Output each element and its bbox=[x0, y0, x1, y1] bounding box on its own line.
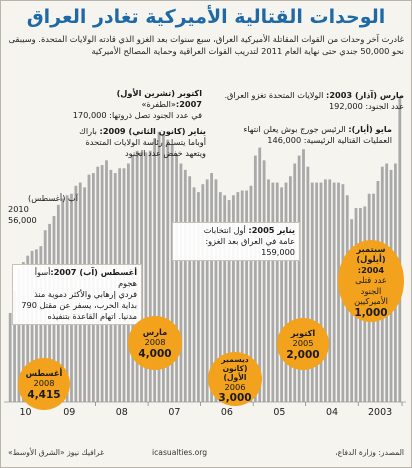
circle-label: ديسمبر (كانون الأول) bbox=[221, 354, 249, 382]
bar-2005-06 bbox=[280, 187, 283, 402]
page-title: الوحدات القتالية الأميركية تغادر العراق bbox=[26, 6, 386, 28]
annotation-invasion-text: الولايات المتحدة تغزو العراق. bbox=[224, 90, 324, 100]
x-tick-label-2009: 09 bbox=[63, 407, 76, 418]
bar-2005-04 bbox=[289, 176, 292, 402]
annotation-mission-head: مايو (أيار): bbox=[348, 124, 392, 134]
annotation-obama-line2: أوباما يتسلم رئاسة الولايات المتحدة bbox=[85, 137, 206, 147]
annotation-obama-head: يناير (كانون الثاني) 2009: bbox=[99, 126, 206, 136]
circle-year: 2008 bbox=[33, 378, 55, 389]
fatality-circle-aug2008 bbox=[18, 358, 70, 410]
annotation-elections-head: يناير 2005: bbox=[248, 225, 295, 235]
annotation-surge-peak bbox=[72, 88, 202, 121]
bar-2005-07 bbox=[276, 183, 279, 402]
annotation-mission bbox=[202, 124, 392, 146]
annotation-obama-text: باراك bbox=[79, 126, 97, 136]
bar-2005-08 bbox=[271, 183, 274, 402]
circle-label: اكتوبر bbox=[290, 327, 316, 338]
fatality-circle-dec2006 bbox=[208, 352, 262, 406]
x-tick-label-2005: 05 bbox=[273, 407, 286, 418]
circle-value: 2,000 bbox=[286, 348, 320, 361]
x-tick-label-2004: 04 bbox=[325, 407, 339, 418]
bar-2007-04 bbox=[184, 170, 187, 402]
annotation-invasion-line2: عدد الجنود: 192,000 bbox=[328, 101, 404, 111]
annotation-obama bbox=[66, 126, 206, 159]
bar-2004-09 bbox=[320, 183, 323, 402]
bar-2004-10 bbox=[315, 183, 318, 402]
annotation-aug2010-line3: 56,000 bbox=[8, 215, 37, 225]
circle-value: 4,415 bbox=[27, 388, 61, 401]
footer-site: icasualties.org bbox=[152, 448, 208, 457]
annotation-mission-text: الرئيس جورج بوش يعلن انتهاء bbox=[243, 124, 346, 134]
bar-2006-12 bbox=[201, 184, 204, 402]
bar-2005-10 bbox=[263, 160, 266, 402]
fatality-circle-sep2004 bbox=[338, 240, 404, 322]
x-tick-label-2010: 10 bbox=[19, 407, 32, 418]
bar-2007-05 bbox=[180, 164, 183, 403]
bar-2007-02 bbox=[193, 187, 196, 402]
x-tick-label-2007: 07 bbox=[168, 407, 181, 418]
bar-2010-08 bbox=[9, 313, 12, 402]
annotation-aug2007-line2: فردي إرهابي والأكثر دموية منذ bbox=[34, 289, 137, 299]
annotation-elections-text: أول انتخابات bbox=[203, 225, 246, 235]
annotation-surge-line2: في عدد الجنود تصل ذروتها: 170,000 bbox=[72, 110, 202, 120]
subtitle: غادرت آخر وحدات من القوات المقاتلة الأميركية العراق، سبع سنوات بعد الغزو الذي قادته الولايات المتحدة. وسيبقى نحو 50,000 جندي حتى نهاية العام 2011 لتدريب القوات العراقية وحماية المصالح الأميركية bbox=[8, 34, 404, 56]
circle-value: 3,000 bbox=[218, 392, 252, 404]
annotation-obama-line3: ويتعهد خفض عدد الجنود bbox=[125, 148, 206, 158]
circle-year: 2005 bbox=[292, 338, 314, 349]
annotation-elections-line2: عامة في العراق بعد الغزو: 159,000 bbox=[205, 236, 295, 257]
footer-credit: غرافيك نيوز «الشرق الأوسط» bbox=[8, 448, 105, 457]
annotation-invasion-head: مارس (آذار) 2003: bbox=[326, 90, 404, 100]
annotation-invasion bbox=[204, 90, 404, 112]
annotation-aug2007-line3: بداية الحرب، يسفر عن مقتل 790 bbox=[21, 300, 137, 310]
circle-value: 1,000 bbox=[354, 306, 388, 319]
bar-2007-06 bbox=[175, 154, 178, 402]
bar-2007-03 bbox=[188, 176, 191, 402]
bar-2005-11 bbox=[258, 148, 261, 402]
annotation-surge-text: «الطفرة» bbox=[141, 99, 176, 109]
x-tick-label-2003: 2003 bbox=[368, 407, 393, 418]
bar-2004-11 bbox=[311, 183, 314, 402]
annotation-aug2010-line1: آب (أغسطس) bbox=[28, 193, 78, 203]
circle-label: مارس bbox=[142, 326, 168, 337]
annotation-aug2007-line4: مدنيا. اتهام القاعدة بتنفيذه bbox=[47, 311, 137, 321]
x-tick-label-2008: 08 bbox=[115, 407, 128, 418]
annotation-elections bbox=[172, 222, 300, 261]
bar-2004-08 bbox=[324, 179, 327, 402]
annotation-surge-head: اكتوبر (تشرين الأول) 2007: bbox=[116, 88, 202, 109]
circle-label: سبتمبر (أيلول) 2004: bbox=[356, 243, 386, 275]
annotation-aug2010 bbox=[8, 193, 78, 226]
circle-year: 2006 bbox=[224, 381, 246, 392]
circle-value: 4,000 bbox=[138, 347, 172, 360]
annotation-aug2007 bbox=[12, 264, 142, 325]
bar-2005-09 bbox=[267, 179, 270, 402]
fatality-circle-oct2005 bbox=[277, 318, 329, 370]
annotation-aug2007-text: أسوأ هجوم bbox=[34, 267, 137, 288]
fatality-circle-mar2008 bbox=[128, 316, 182, 370]
bar-2006-11 bbox=[206, 179, 209, 402]
annotation-mission-line2: العمليات القتالية الرئيسية: 146,000 bbox=[267, 135, 392, 145]
bar-2004-07 bbox=[328, 179, 331, 402]
circle-year: 2008 bbox=[144, 337, 166, 348]
annotation-aug2010-line2: 2010 bbox=[8, 204, 29, 214]
annotation-aug2007-head: أغسطس (آب) 2007: bbox=[50, 267, 137, 277]
circle-label: أغسطس bbox=[25, 367, 63, 378]
footer-source: المصدر: وزارة الدفاع، bbox=[335, 448, 404, 457]
circle-year: عدد قتلى الجنود الأميركيين bbox=[354, 275, 388, 307]
x-tick-label-2006: 06 bbox=[220, 407, 233, 418]
bar-2005-05 bbox=[285, 183, 288, 402]
bar-2004-06 bbox=[333, 183, 336, 402]
